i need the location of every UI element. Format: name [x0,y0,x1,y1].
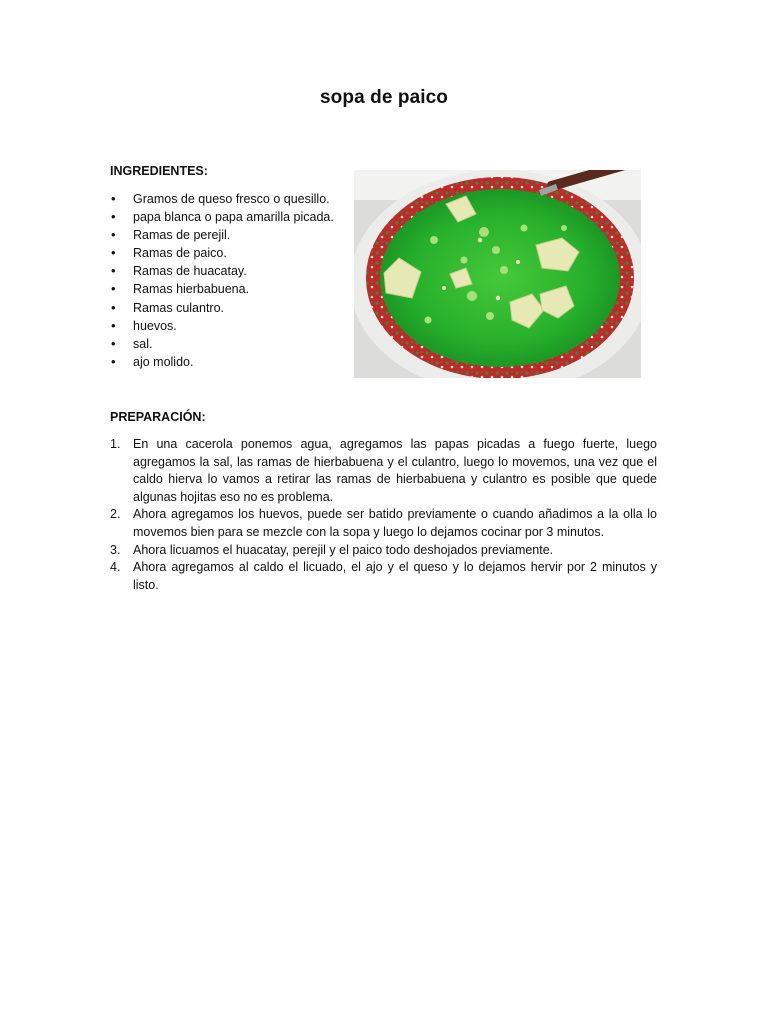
list-item [110,317,350,335]
bullet-icon: • [111,335,116,351]
bullet-icon: • [111,317,116,333]
bullet-icon: • [111,263,116,279]
step-text: En una cacerola ponemos agua, agregamos las papas picadas a fuego fuerte, luego agregamos la sal, las ramas de hierbabuena y el culantro, luego lo movemos, una vez que el caldo hierva lo vamos a retirar las ramas de hierbabuena y culantro es posible que quede algunas hojitas eso no es problema. [133,437,657,504]
ingredient-text: Gramos de queso fresco o quesillo. [133,192,330,206]
ingredient-text: Ramas de huacatay. [133,264,247,279]
bullet-icon: • [111,209,116,225]
preparation-heading: PREPARACIÓN: [110,410,206,424]
ingredient-text: sal. [133,336,153,351]
step-text: Ahora agregamos los huevos, puede ser batido previamente o cuando añadimos a la olla lo movemos bien para se mezcle con la sopa y luego lo dejamos cocinar por 3 minutos. [133,507,657,539]
list-item [110,559,657,594]
ingredient-text: Ramas de perejil. [133,228,231,243]
ingredient-text: huevos. [133,318,177,333]
step-number: 2. [110,507,121,522]
list-item [110,208,350,226]
ingredient-text: Ramas hierbabuena. [133,282,250,297]
step-text: Ahora agregamos al caldo el licuado, el ajo y el queso y lo dejamos hervir por 2 minutos y listo. [133,560,657,592]
list-item [110,226,350,244]
soup-bowl-illustration [354,170,641,378]
ingredient-text: Ramas de paico. [133,246,227,261]
list-item [110,335,350,353]
step-number: 4. [110,560,121,575]
list-item [110,280,350,298]
list-item [110,436,657,506]
ingredient-text: ajo molido. [133,354,194,369]
list-item [110,542,657,560]
step-number: 1. [110,437,121,451]
ingredients-heading: INGREDIENTES: [110,164,208,178]
step-text: Ahora licuamos el huacatay, perejil y el paico todo deshojados previamente. [133,542,554,557]
list-item [110,244,350,262]
list-item [110,262,350,280]
list-item [110,353,350,371]
ingredient-text: papa blanca o papa amarilla picada. [133,210,334,225]
ingredient-text: Ramas culantro. [133,300,225,315]
list-item [110,190,350,208]
ingredients-list [110,190,350,371]
page-title: sopa de paico [319,87,448,108]
step-number: 3. [110,542,121,557]
bullet-icon: • [111,299,116,315]
preparation-list [110,436,657,594]
bullet-icon: • [111,191,116,206]
bullet-icon: • [111,281,116,297]
bullet-icon: • [111,245,116,261]
soup-photo [354,170,641,378]
list-item [110,299,350,317]
bullet-icon: • [111,353,116,369]
list-item [110,506,657,541]
bullet-icon: • [111,227,116,243]
